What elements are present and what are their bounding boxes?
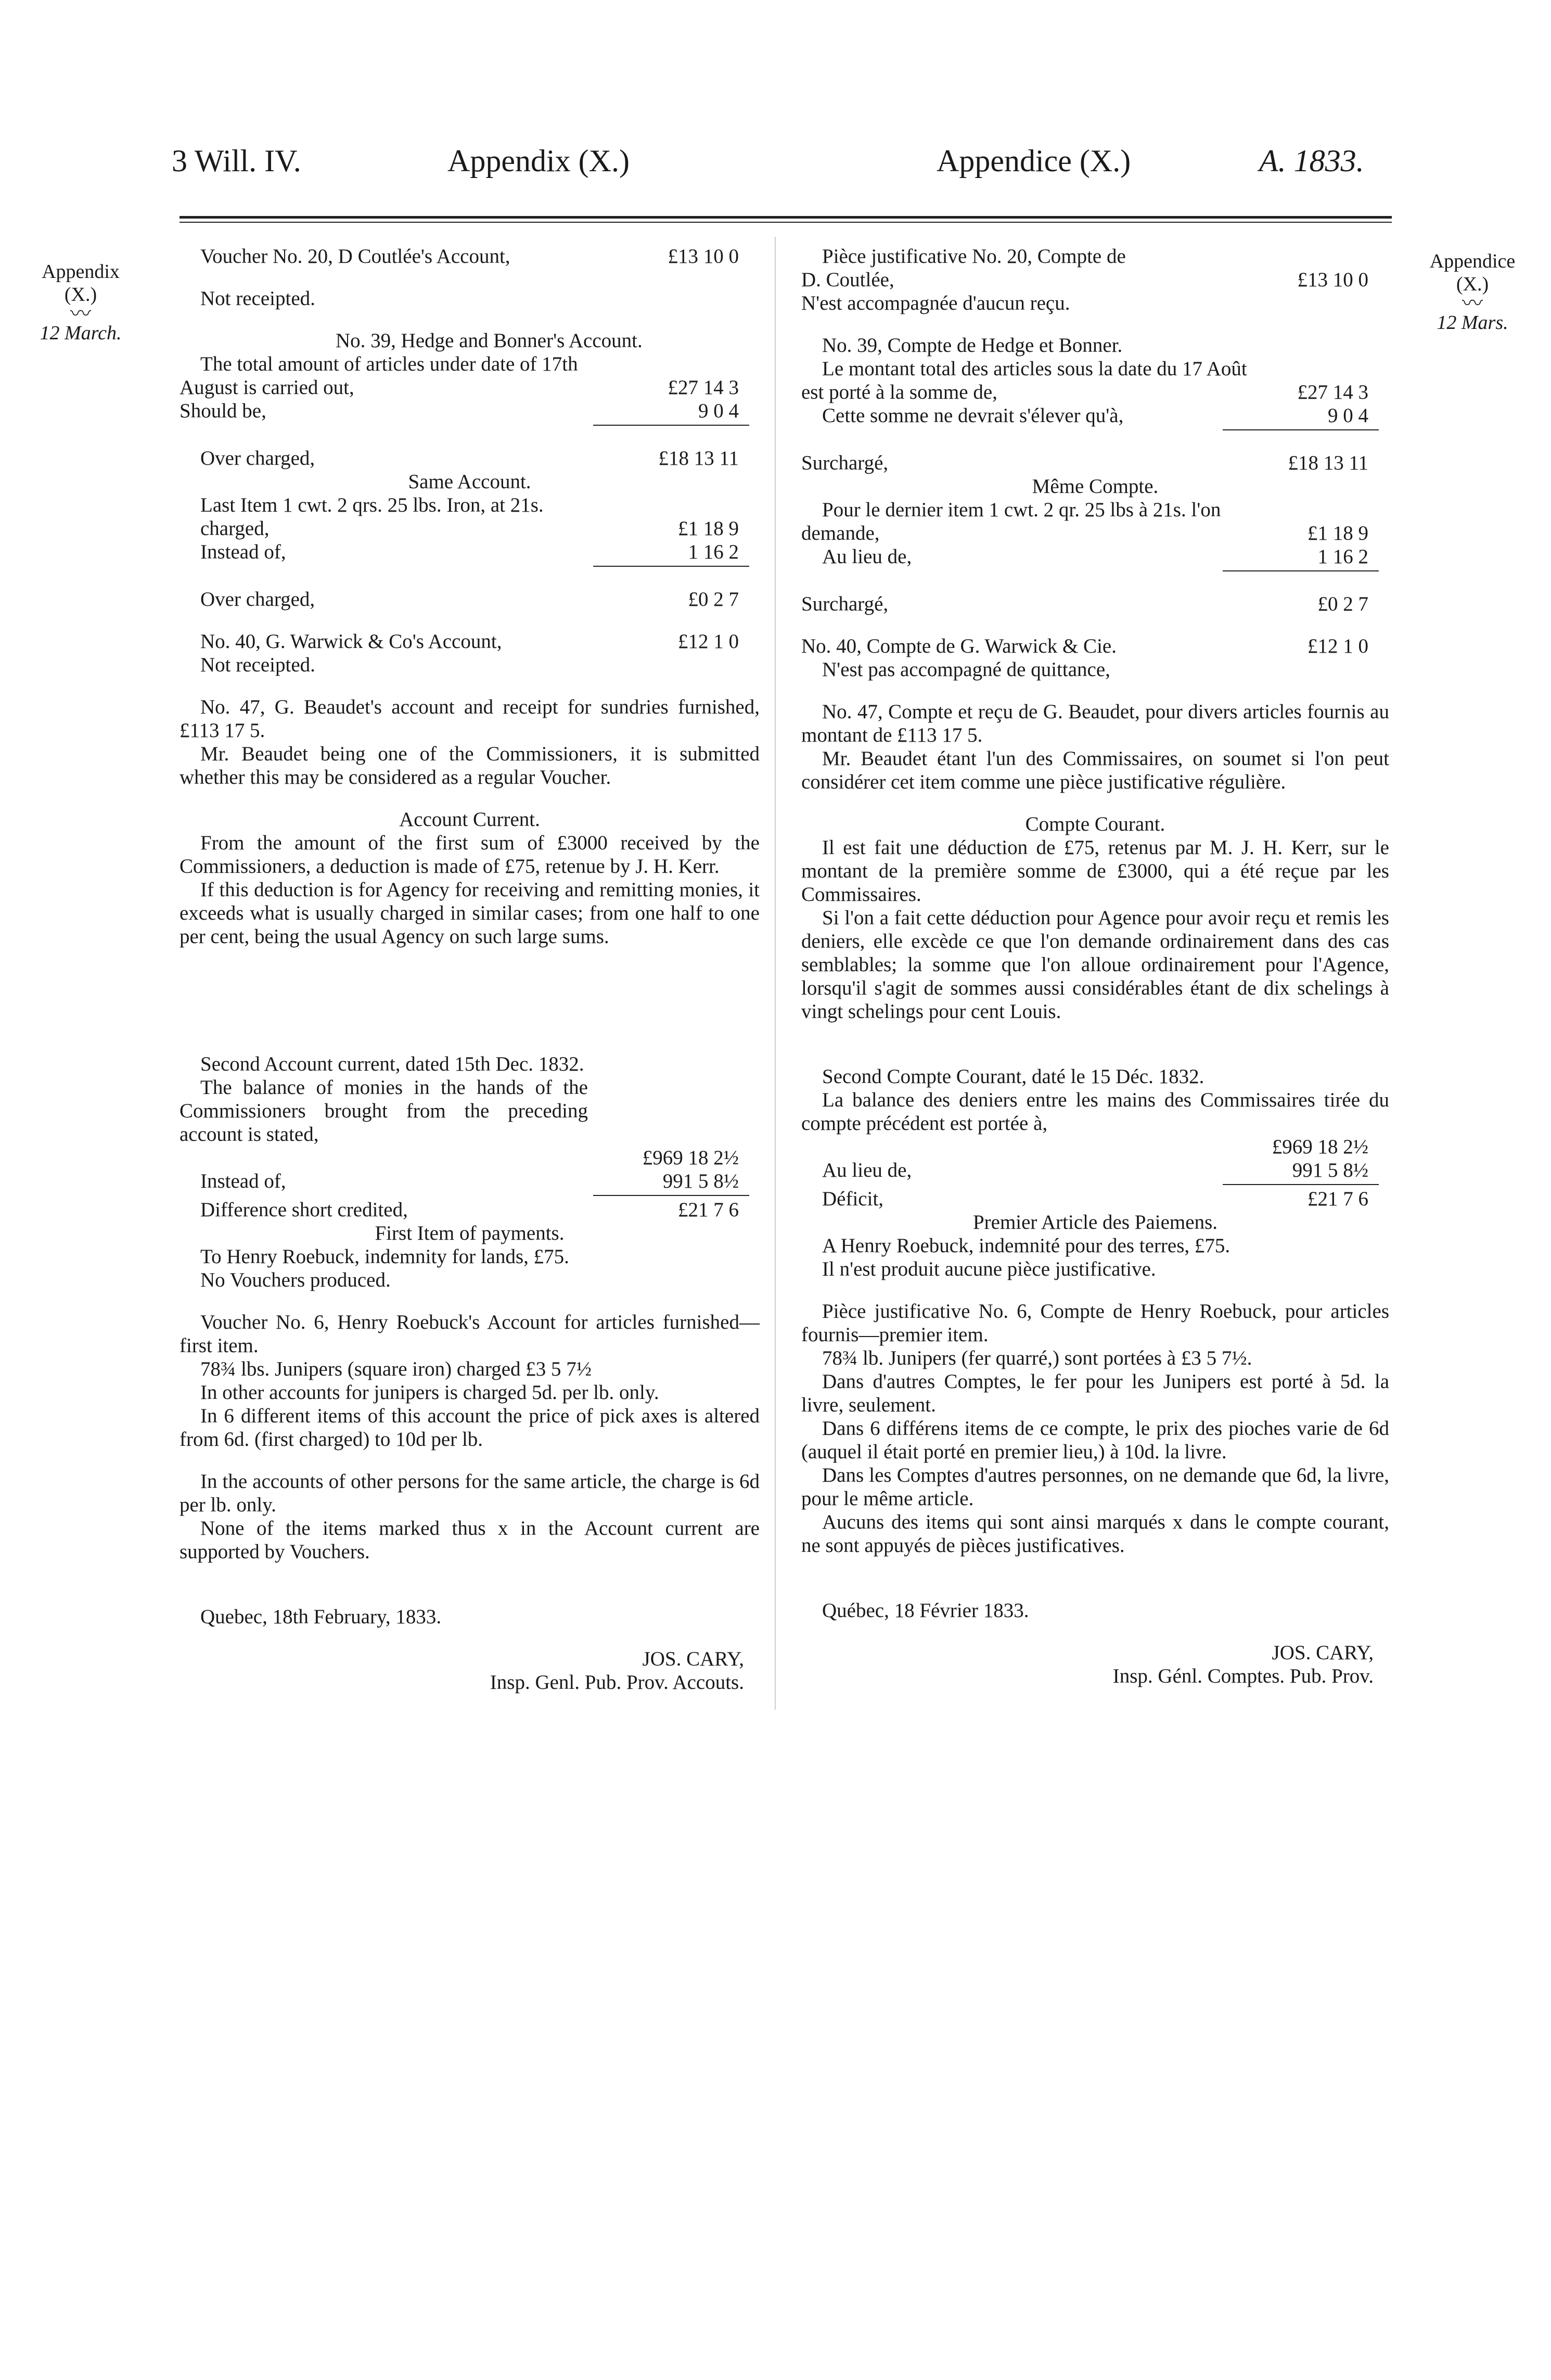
overcharged-line: Surchargé, £0 2 7 [801,593,1368,615]
same-account-heading: Same Account. [408,470,531,493]
should-be-line: Should be, 9 0 4 [180,400,739,422]
total-amount-line: Le montant total des articles sous la date du 17 Août [822,358,1247,380]
margin-sub: (X.) [64,284,97,306]
sum-rule [593,425,749,426]
other-persons-note: Dans les Comptes d'autres personnes, on ne demande que 6d, la livre, pour le même article. [801,1464,1389,1510]
not-receipted: Not receipted. [200,654,315,676]
not-receipted: N'est accompagnée d'aucun reçu. [801,292,1070,314]
unsupported-note: Aucuns des items qui sont ainsi marqués x dans le compte courant, ne sont appuyés de pièces justificatives. [801,1511,1389,1557]
running-head-left: 3 Will. IV. [172,144,301,178]
agency-paragraph: If this deduction is for Agency for receiving and remitting monies, it exceeds what is usually charged in similar cases; from one half to one per cent, being the usual Agency on such large sums. [180,879,760,948]
french-column [801,245,1389,1688]
signature-name: JOS. CARY, [1272,1641,1374,1664]
pick-axes-note: In 6 different items of this account the price of pick axes is altered from 6d. (first charged) to 10d per lb. [180,1405,760,1450]
sum-rule [593,1195,749,1196]
instead-line: Instead of, 1 16 2 [200,541,739,563]
same-account-heading: Même Compte. [1032,475,1159,498]
english-column [180,245,760,1694]
second-account-heading: Second Compte Courant, daté le 15 Déc. 1832. [822,1065,1204,1088]
signature-title: Insp. Génl. Comptes. Pub. Prov. [1112,1665,1374,1687]
beaudet-note: Mr. Beaudet étant l'un des Commissaires, on soumet si l'on peut considérer cet item comme une pièce justificative régulière. [801,747,1389,793]
pick-axes-note: Dans 6 différens items de ce compte, le prix des pioches varie de 6d (auquel il était porté en premier lieu,) à 10d. la livre. [801,1417,1389,1463]
agency-paragraph: Si l'on a fait cette déduction pour Agence pour avoir reçu et remis les deniers, elle excède ce que l'on demande ordinairement dans des cas semblables; la somme que l'on alloue ordinairement pour l'Agence, lorsqu'il s'agit de sommes aussi considérables étant de dix schelings à vingt schelings pour cent Louis. [801,907,1389,1023]
sum-rule [1223,1184,1379,1185]
dateline: Quebec, 18th February, 1833. [200,1606,442,1628]
difference-line: Difference short credited, £21 7 6 [200,1199,739,1221]
signature-name: JOS. CARY, [642,1648,744,1670]
account-current-heading: Account Current. [399,808,540,831]
last-item-line: Last Item 1 cwt. 2 qrs. 25 lbs. Iron, at 21s. [200,494,544,516]
margin-label: Appendice [1429,250,1516,272]
carried-out-line: August is carried out, £27 14 3 [180,376,739,399]
roebuck-line: To Henry Roebuck, indemnity for lands, £75. [200,1245,569,1268]
balance-amount: £969 18 2½ [1272,1136,1368,1158]
margin-date: 12 Mars. [1437,312,1508,334]
margin-date: 12 March. [40,322,122,344]
account-39-heading: No. 39, Compte de Hedge et Bonner. [822,334,1123,357]
junipers-note: Dans d'autres Comptes, le fer pour les Junipers est porté à 5d. la livre, seulement. [801,1370,1389,1416]
junipers-line: 78¾ lb. Junipers (fer quarré,) sont portées à £3 5 7½. [822,1347,1252,1369]
overcharged-line: Surchargé, £18 13 11 [801,452,1368,474]
margin-sub: (X.) [1456,273,1489,295]
charged-line: charged, £1 18 9 [200,517,739,540]
voucher-20-line: Voucher No. 20, D Coutlée's Account, £13 10 0 [200,245,739,268]
total-amount-line: The total amount of articles under date of 17th [200,353,578,375]
first-item-heading: First Item of payments. [375,1222,565,1244]
deficit-line: Déficit, £21 7 6 [822,1188,1368,1210]
instead-line: Au lieu de, 1 16 2 [822,545,1368,568]
should-be-line: Cette somme ne devrait s'élever qu'à, 9 0 4 [822,404,1368,427]
instead-line: Instead of, 991 5 8½ [200,1170,739,1192]
account-40-line: No. 40, G. Warwick & Co's Account, £12 1 0 [200,630,739,653]
signature-title: Insp. Genl. Pub. Prov. Accouts. [490,1671,744,1694]
running-head-appendix: Appendix (X.) [447,144,630,178]
no-receipt-line: N'est pas accompagné de quittance, [822,658,1110,681]
beaudet-note: Mr. Beaudet being one of the Commissioners, it is submitted whether this may be considered as a regular Voucher. [180,743,760,788]
roebuck-line: A Henry Roebuck, indemnité pour des terres, £75. [822,1234,1230,1257]
running-head-year: A. 1833. [1259,144,1364,178]
margin-note-right [1405,250,1540,334]
no-vouchers-line: No Vouchers produced. [200,1269,391,1291]
overcharged-line: Over charged, £0 2 7 [200,588,739,610]
overcharged-line: Over charged, £18 13 11 [200,447,739,469]
voucher-6-paragraph: Voucher No. 6, Henry Roebuck's Account for articles furnished—first item. [180,1311,760,1357]
junipers-note: In other accounts for junipers is charged 5d. per lb. only. [200,1381,659,1404]
deduction-paragraph: Il est fait une déduction de £75, retenus par M. J. H. Kerr, sur le montant de la première somme de £3000, qui a été reçue par les Commissaires. [801,836,1389,906]
instead-line: Au lieu de, 991 5 8½ [822,1159,1368,1181]
unsupported-note: None of the items marked thus x in the Account current are supported by Vouchers. [180,1517,760,1563]
last-item-line: Pour le dernier item 1 cwt. 2 qr. 25 lbs à 21s. l'on [822,499,1221,521]
balance-amount: £969 18 2½ [642,1147,739,1169]
not-receipted: Not receipted. [200,287,315,310]
sum-rule [1223,429,1379,430]
junipers-line: 78¾ lbs. Junipers (square iron) charged £3 5 7½ [200,1358,592,1380]
dateline: Québec, 18 Février 1833. [822,1599,1029,1622]
beaudet-paragraph: No. 47, Compte et reçu de G. Beaudet, pour divers articles fournis au montant de £113 17 5. [801,701,1389,746]
first-item-heading: Premier Article des Paiemens. [972,1211,1218,1233]
no-vouchers-line: Il n'est produit aucune pièce justificative. [822,1258,1156,1280]
voucher-6-paragraph: Pièce justificative No. 6, Compte de Henry Roebuck, pour articles fournis—premier item. [801,1300,1389,1346]
header-double-rule [180,216,1392,219]
account-current-heading: Compte Courant. [1025,813,1165,835]
account-39-heading: No. 39, Hedge and Bonner's Account. [336,329,643,352]
balance-paragraph: The balance of monies in the hands of the Commissioners brought from the preceding account is stated, [180,1076,588,1146]
balance-paragraph: La balance des deniers entre les mains des Commissaires tirée du compte précédent est portée à, [801,1089,1389,1135]
voucher-20-line: Pièce justificative No. 20, Compte de [822,245,1126,268]
column-divider [775,237,776,1710]
running-head-appendice: Appendice (X.) [937,144,1131,178]
margin-note-left [16,260,146,345]
beaudet-paragraph: No. 47, G. Beaudet's account and receipt for sundries furnished, £113 17 5. [180,696,760,742]
other-persons-note: In the accounts of other persons for the same article, the charge is 6d per lb. only. [180,1470,760,1516]
deduction-paragraph: From the amount of the first sum of £3000 received by the Commissioners, a deduction is made of £75, retenue by J. H. Kerr. [180,832,760,877]
coutlee-line: D. Coutlée, £13 10 0 [801,269,1368,291]
margin-brace-icon: 〰 [70,302,91,325]
account-40-line: No. 40, Compte de G. Warwick & Cie. £12 1 0 [801,635,1368,657]
second-account-heading: Second Account current, dated 15th Dec. 1832. [200,1053,584,1075]
header-rule-thin [180,222,1392,223]
sum-rule [1223,570,1379,571]
sum-rule [593,566,749,567]
carried-out-line: est porté à la somme de, £27 14 3 [801,381,1368,403]
charged-line: demande, £1 18 9 [801,522,1368,544]
margin-brace-icon: 〰 [1462,291,1483,315]
margin-label: Appendix [42,261,120,283]
